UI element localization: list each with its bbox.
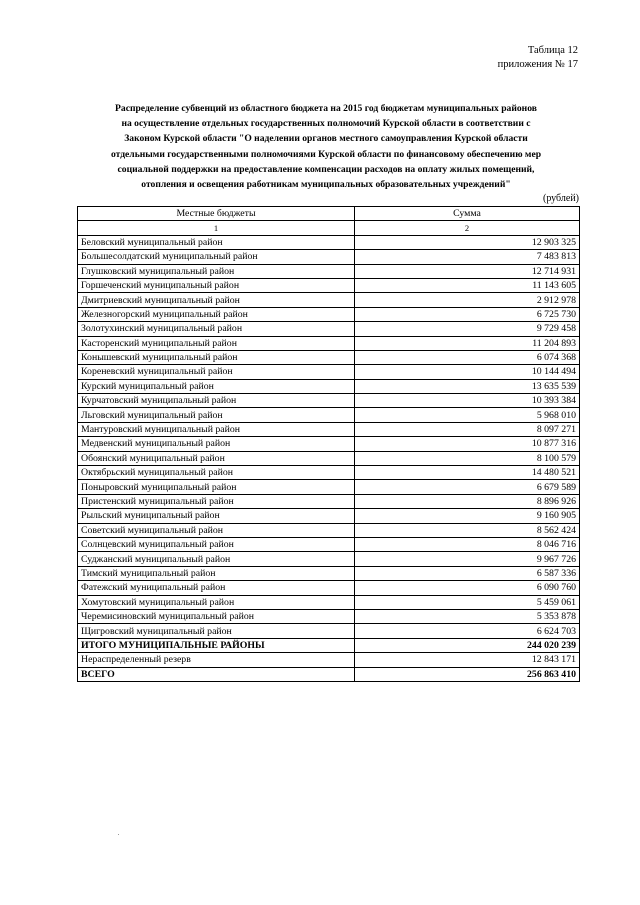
district-sum: 14 480 521	[355, 466, 580, 480]
title-line: Распределение субвенций из областного бюджета на 2015 год бюджетам муниципальных районов	[115, 103, 537, 114]
district-sum: 8 562 424	[355, 523, 580, 537]
district-sum: 12 714 931	[355, 264, 580, 278]
table-row	[78, 595, 580, 609]
column-number-row	[78, 221, 580, 235]
district-name: Железногорский муниципальный район	[78, 307, 355, 321]
appendix-label: приложения № 17	[497, 59, 578, 70]
subsidy-table	[77, 206, 580, 682]
column-number: 1	[78, 221, 355, 235]
district-name: Курский муниципальный район	[78, 379, 355, 393]
table-header-row	[78, 207, 580, 221]
district-name: Курчатовский муниципальный район	[78, 394, 355, 408]
district-name: Фатежский муниципальный район	[78, 581, 355, 595]
district-sum: 2 912 978	[355, 293, 580, 307]
reserve-row	[78, 653, 580, 667]
district-sum: 6 090 760	[355, 581, 580, 595]
district-name: Суджанский муниципальный район	[78, 552, 355, 566]
table-row	[78, 451, 580, 465]
table-row	[78, 537, 580, 551]
table-row	[78, 336, 580, 350]
table-label: Таблица 12	[527, 45, 578, 56]
column-header-budgets: Местные бюджеты	[78, 207, 355, 221]
district-sum: 5 353 878	[355, 609, 580, 623]
district-sum: 12 903 325	[355, 235, 580, 249]
table-row	[78, 509, 580, 523]
district-name: Глушковский муниципальный район	[78, 264, 355, 278]
district-sum: 10 144 494	[355, 365, 580, 379]
table-row	[78, 494, 580, 508]
table-row	[78, 466, 580, 480]
district-sum: 13 635 539	[355, 379, 580, 393]
reserve-label: Нераспределенный резерв	[78, 653, 355, 667]
table-row	[78, 566, 580, 580]
document-title	[68, 101, 584, 192]
table-row	[78, 422, 580, 436]
district-name: Конышевский муниципальный район	[78, 350, 355, 364]
grand-total-sum: 256 863 410	[355, 667, 580, 681]
district-name: Медвенский муниципальный район	[78, 437, 355, 451]
total-districts-sum: 244 020 239	[355, 638, 580, 652]
district-sum: 10 393 384	[355, 394, 580, 408]
title-line: отдельными государственными полномочиями Курской области по финансовому обеспечению мер	[110, 148, 542, 160]
table-row	[78, 293, 580, 307]
table-row	[78, 552, 580, 566]
table-row	[78, 379, 580, 393]
table-row	[78, 365, 580, 379]
district-name: Черемисиновский муниципальный район	[78, 609, 355, 623]
district-sum: 9 729 458	[355, 322, 580, 336]
district-sum: 6 725 730	[355, 307, 580, 321]
district-sum: 6 074 368	[355, 350, 580, 364]
district-name: Касторенский муниципальный район	[78, 336, 355, 350]
district-sum: 10 877 316	[355, 437, 580, 451]
district-sum: 8 097 271	[355, 422, 580, 436]
table-row	[78, 523, 580, 537]
table-reference	[378, 44, 578, 72]
table-row	[78, 278, 580, 292]
total-districts-row	[78, 638, 580, 652]
table-row	[78, 394, 580, 408]
table-row	[78, 264, 580, 278]
title-line: Законом Курской области "О наделении органов местного самоуправления Курской области	[124, 133, 528, 145]
district-name: Дмитриевский муниципальный район	[78, 293, 355, 307]
district-sum: 8 896 926	[355, 494, 580, 508]
table-row	[78, 437, 580, 451]
table-row	[78, 408, 580, 422]
table-body	[78, 235, 580, 638]
district-sum: 6 624 703	[355, 624, 580, 638]
district-name: Льговский муниципальный район	[78, 408, 355, 422]
title-line: на осуществление отдельных государственных полномочий Курской области в соответствии с	[121, 118, 531, 130]
reserve-sum: 12 843 171	[355, 653, 580, 667]
district-name: Беловский муниципальный район	[78, 235, 355, 249]
title-line: социальной поддержки на предоставление компенсации расходов на оплату жилых помещений,	[117, 163, 535, 175]
district-name: Мантуровский муниципальный район	[78, 422, 355, 436]
table-row	[78, 322, 580, 336]
district-sum: 9 160 905	[355, 509, 580, 523]
district-sum: 7 483 813	[355, 250, 580, 264]
table-row	[78, 581, 580, 595]
district-name: Горшеченский муниципальный район	[78, 278, 355, 292]
district-name: Октябрьский муниципальный район	[78, 466, 355, 480]
district-name: Тимский муниципальный район	[78, 566, 355, 580]
column-header-sum: Сумма	[355, 207, 580, 221]
district-name: Хомутовский муниципальный район	[78, 595, 355, 609]
district-sum: 6 587 336	[355, 566, 580, 580]
table-row	[78, 350, 580, 364]
table-row	[78, 307, 580, 321]
district-name: Советский муниципальный район	[78, 523, 355, 537]
district-name: Пристенский муниципальный район	[78, 494, 355, 508]
table-row	[78, 480, 580, 494]
district-name: Рыльский муниципальный район	[78, 509, 355, 523]
district-name: Кореневский муниципальный район	[78, 365, 355, 379]
district-sum: 5 459 061	[355, 595, 580, 609]
table-row	[78, 624, 580, 638]
scan-speck	[118, 834, 119, 835]
district-name: Большесолдатский муниципальный район	[78, 250, 355, 264]
district-sum: 5 968 010	[355, 408, 580, 422]
district-sum: 11 204 893	[355, 336, 580, 350]
table-row	[78, 609, 580, 623]
table-row	[78, 250, 580, 264]
district-sum: 8 100 579	[355, 451, 580, 465]
grand-total-row	[78, 667, 580, 681]
district-name: Обоянский муниципальный район	[78, 451, 355, 465]
table-row	[78, 235, 580, 249]
column-number: 2	[355, 221, 580, 235]
district-name: Щигровский муниципальный район	[78, 624, 355, 638]
title-line: отопления и освещения работникам муниципальных образовательных учреждений"	[141, 179, 511, 191]
grand-total-label: ВСЕГО	[78, 667, 355, 681]
unit-label: (рублей)	[542, 193, 579, 204]
district-sum: 9 967 726	[355, 552, 580, 566]
district-sum: 8 046 716	[355, 537, 580, 551]
district-name: Золотухинский муниципальный район	[78, 322, 355, 336]
district-sum: 6 679 589	[355, 480, 580, 494]
total-districts-label: ИТОГО МУНИЦИПАЛЬНЫЕ РАЙОНЫ	[78, 638, 355, 652]
district-name: Солнцевский муниципальный район	[78, 537, 355, 551]
district-sum: 11 143 605	[355, 278, 580, 292]
district-name: Поныровский муниципальный район	[78, 480, 355, 494]
